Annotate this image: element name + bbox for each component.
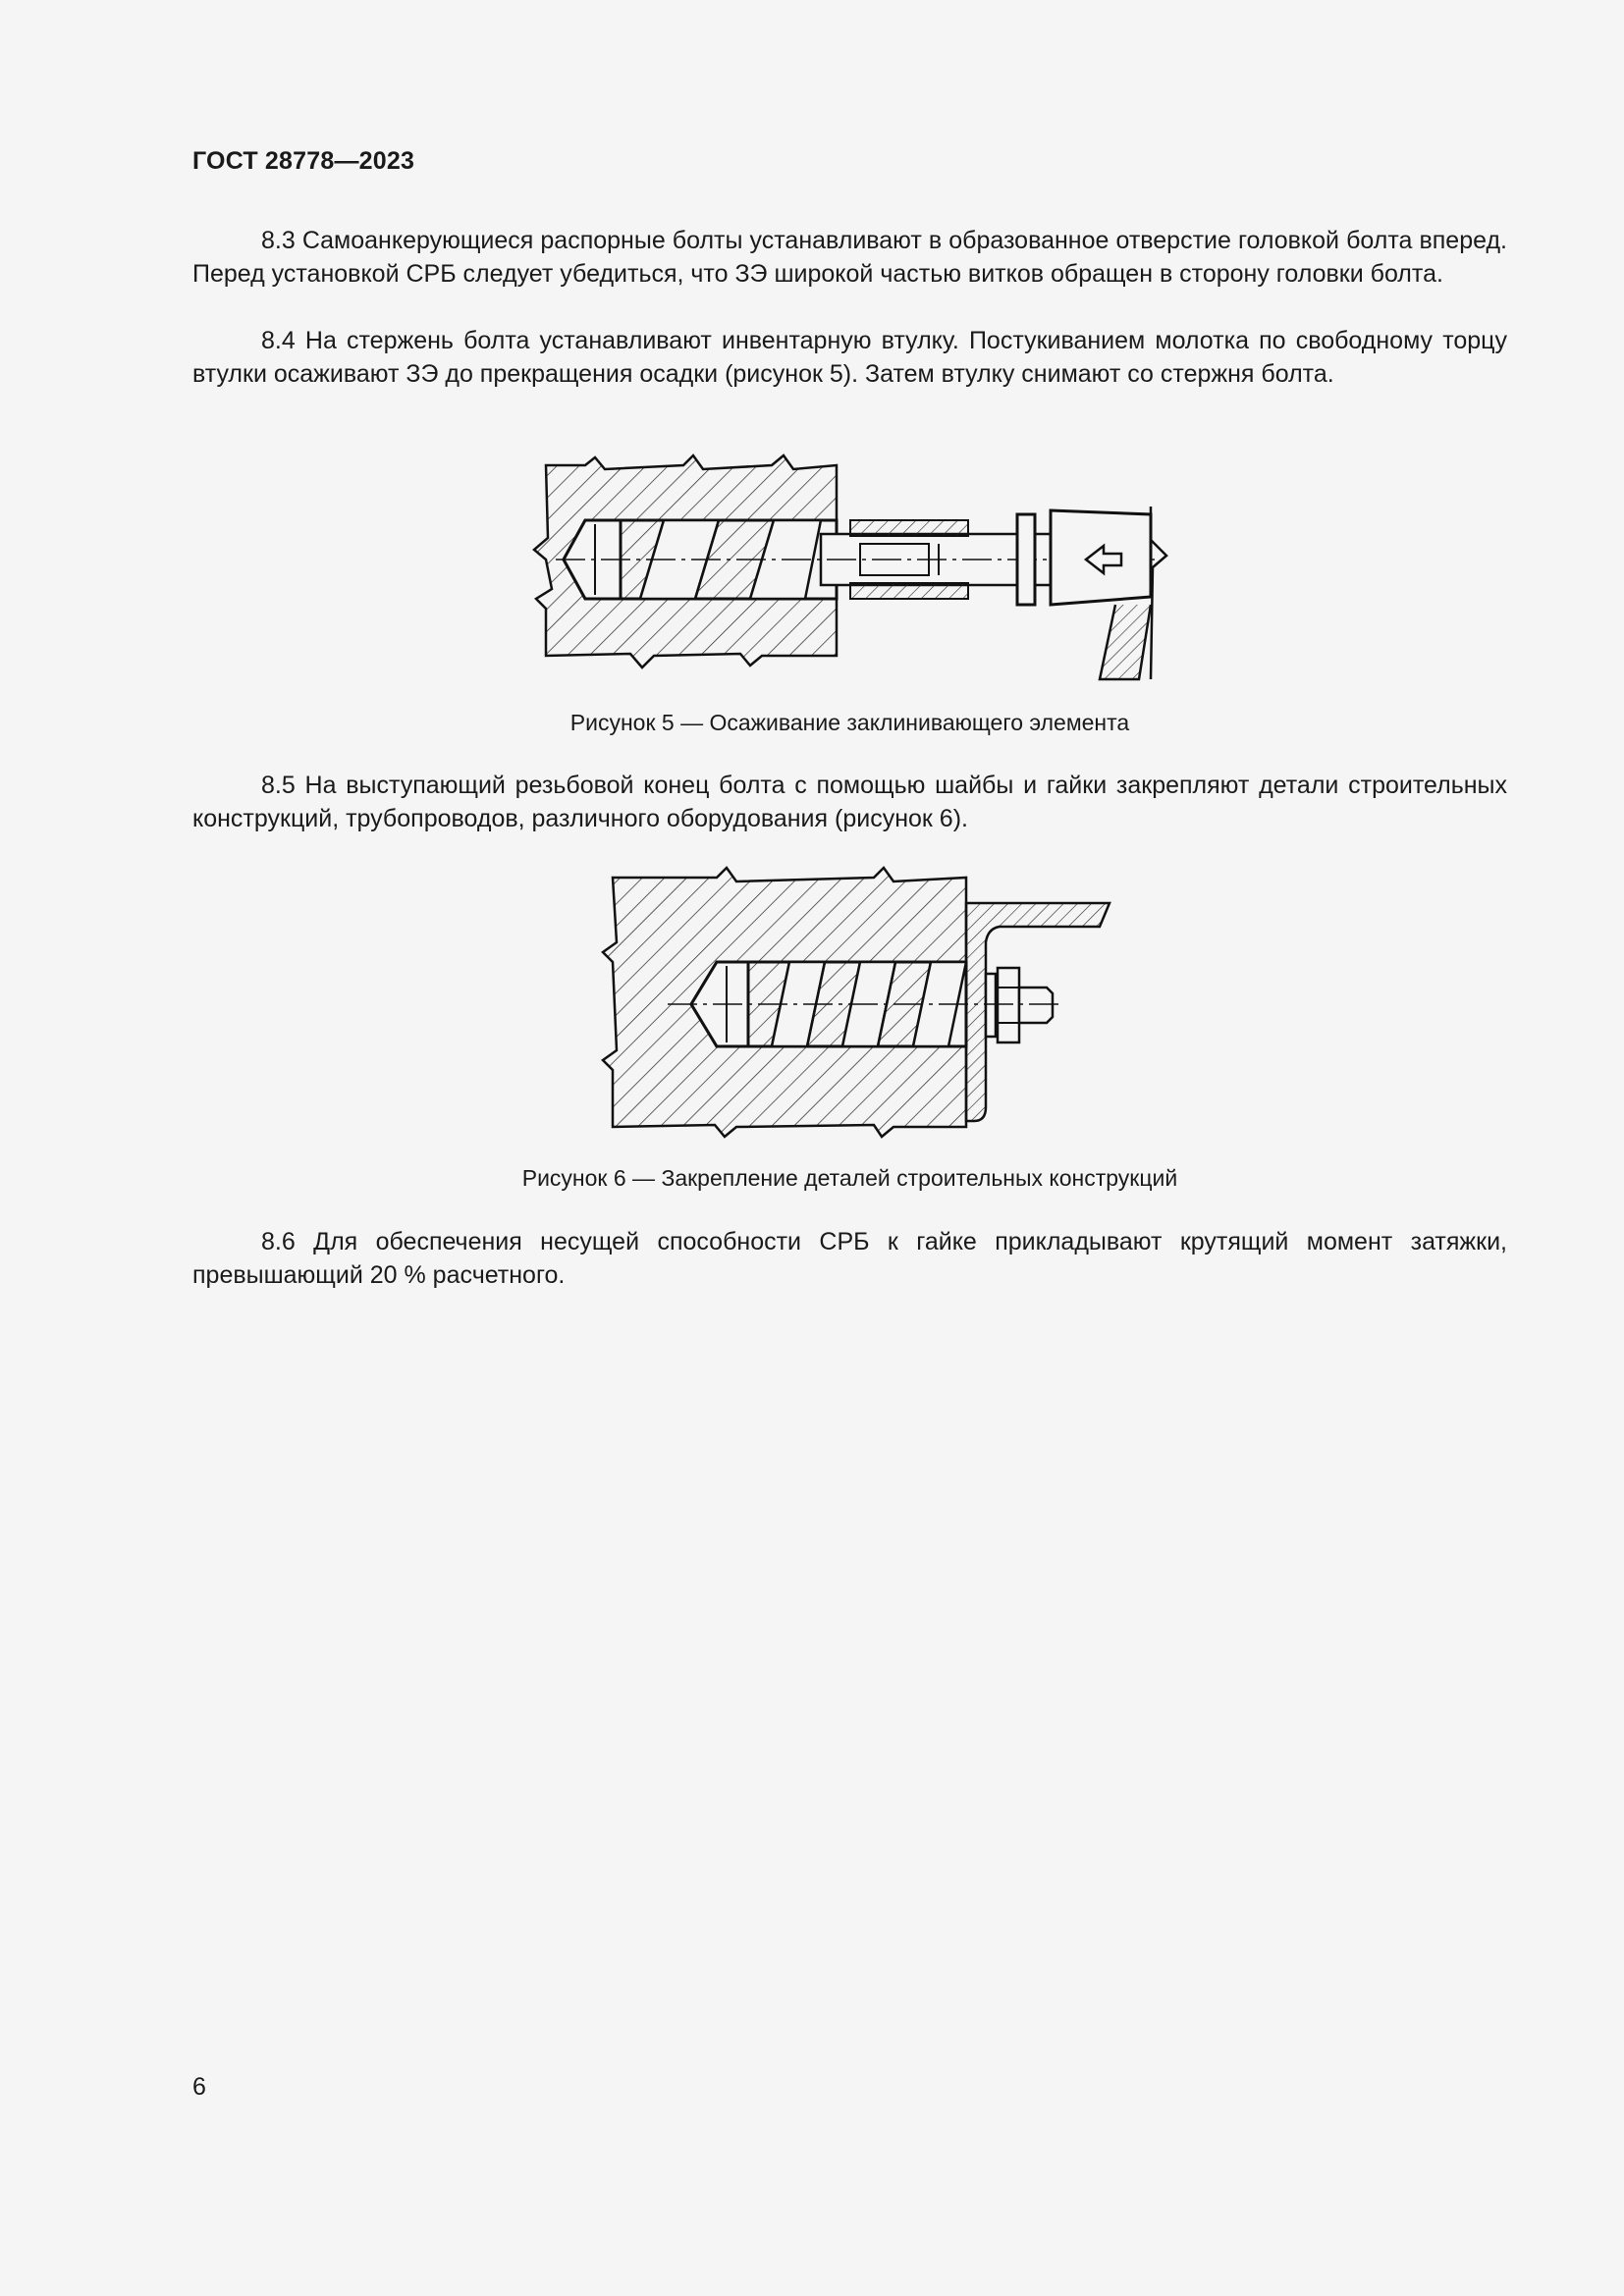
page-number: 6	[192, 2073, 206, 2101]
figure-5-drawing	[526, 452, 1184, 687]
paragraph-8-4: 8.4 На стержень болта устанавливают инвентарную втулку. Постукиванием молотка по свободному торцу втулки осаживают ЗЭ до прекращения осадки (рисунок 5). Затем втулку снимают со стержня болта.	[192, 327, 1507, 388]
paragraph-8-3: 8.3 Самоанкерующиеся распорные болты устанавливают в образованное отверстие головкой болта вперед. Перед установкой СРБ следует убедиться, что ЗЭ широкой частью витков обращен в сторону головки болта.	[192, 227, 1507, 288]
figure-6-drawing	[589, 864, 1119, 1139]
figure-5-caption: Рисунок 5 — Осаживание заклинивающего элемента	[569, 710, 1130, 735]
page-header: ГОСТ 28778—2023	[192, 147, 415, 175]
paragraph-8-6: 8.6 Для обеспечения несущей способности СРБ к гайке прикладывают крутящий момент затяжки, превышающий 20 % расчетного.	[192, 1228, 1507, 1289]
paragraph-8-5: 8.5 На выступающий резьбовой конец болта с помощью шайбы и гайки закрепляют детали строительных конструкций, трубопроводов, различного оборудования (рисунок 6).	[192, 772, 1507, 832]
figure-6-caption: Рисунок 6 — Закрепление деталей строительных конструкций	[521, 1165, 1178, 1191]
